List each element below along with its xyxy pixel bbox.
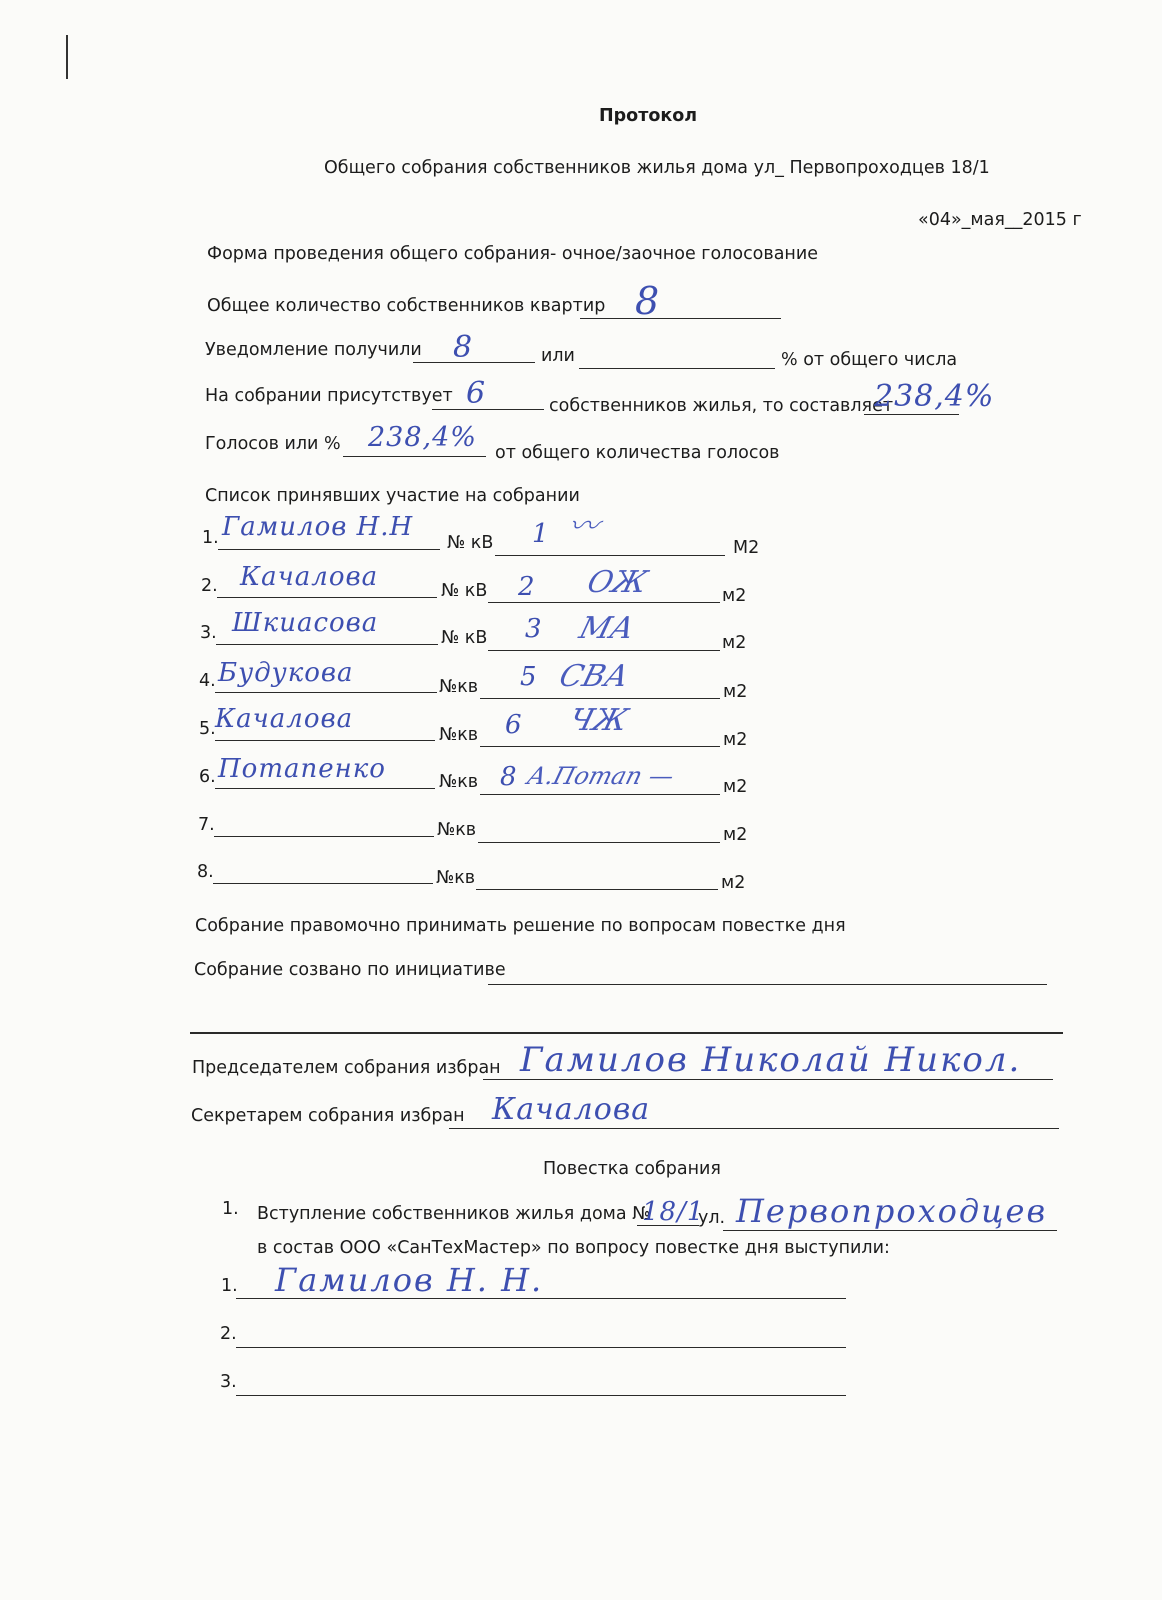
- notified-pct-label: % от общего числа: [781, 350, 958, 370]
- quorum-statement: Собрание правомочно принимать решение по вопросам повестке дня: [195, 916, 846, 936]
- meeting-form: Форма проведения общего собрания- очное/заочное голосование: [207, 244, 819, 264]
- participant-apt-line: [480, 698, 720, 699]
- participant-unit: м2: [723, 777, 748, 797]
- owners-total-value: 8: [635, 279, 661, 323]
- participant-unit: М2: [733, 538, 760, 558]
- agenda-item-text-2: в состав ООО «СанТехМастер» по вопросу повестке дня выступили:: [257, 1238, 890, 1258]
- votes-label: Голосов или %: [205, 434, 341, 454]
- participant-signature: СВА: [555, 659, 633, 694]
- participant-apt: 1: [532, 519, 550, 549]
- participant-unit: м2: [723, 825, 748, 845]
- participant-num: 7.: [198, 815, 215, 835]
- initiative-line: [488, 984, 1047, 985]
- house-number: 18/1: [642, 1197, 705, 1227]
- present-pct: 238,4%: [874, 379, 995, 414]
- present-line: [432, 409, 544, 410]
- participant-num: 6.: [199, 767, 216, 787]
- participant-apt-line: [480, 746, 720, 747]
- initiative-label: Собрание созвано по инициативе: [194, 960, 506, 980]
- agenda-item-text: Вступление собственников жилья дома №: [257, 1204, 651, 1224]
- participant-apt-label: №кв: [439, 725, 479, 745]
- chairman-value: Гамилов Николай Никол.: [520, 1040, 1022, 1080]
- participant-apt-label: №кв: [439, 677, 479, 697]
- participant-name-line: [217, 597, 437, 598]
- participant-signature: МА: [575, 611, 639, 646]
- notified-value: 8: [453, 330, 474, 365]
- speaker-num: 1.: [221, 1276, 238, 1296]
- participant-apt-line: [476, 889, 718, 890]
- participant-apt: 8: [500, 762, 518, 792]
- participant-name: Потапенко: [218, 754, 386, 784]
- participant-name: Качалова: [215, 704, 354, 734]
- participant-apt: 2: [518, 572, 536, 602]
- participant-num: 2.: [201, 576, 218, 596]
- street-name: Первопроходцев: [736, 1192, 1048, 1230]
- participant-name: Шкиасова: [232, 608, 379, 638]
- secretary-value: Качалова: [492, 1092, 651, 1127]
- present-label: На собрании присутствует: [205, 386, 453, 406]
- notified-or: или: [541, 346, 575, 366]
- participant-unit: м2: [722, 586, 747, 606]
- participant-signature: А.Потап —: [524, 762, 678, 790]
- scan-edge-mark: [66, 35, 68, 79]
- participant-apt-label: №кв: [436, 868, 476, 888]
- votes-suffix: от общего количества голосов: [495, 443, 780, 463]
- votes-value: 238,4%: [368, 422, 477, 453]
- participants-heading: Список принявших участие на собрании: [205, 486, 580, 506]
- participant-num: 4.: [199, 671, 216, 691]
- speaker-line: [236, 1395, 846, 1396]
- participant-apt-line: [488, 602, 720, 603]
- notified-line: [413, 362, 535, 363]
- participant-apt: 6: [505, 710, 523, 740]
- participant-name-line: [215, 740, 435, 741]
- participant-num: 1.: [202, 528, 219, 548]
- participant-apt-label: № кВ: [441, 581, 488, 601]
- participant-apt-label: №кв: [439, 772, 479, 792]
- participant-num: 3.: [200, 623, 217, 643]
- participant-signature: 〰: [563, 509, 603, 544]
- participant-name-line: [216, 644, 438, 645]
- participant-apt-line: [495, 555, 725, 556]
- agenda-item-number: 1.: [222, 1199, 239, 1219]
- owners-total-line: [580, 318, 781, 319]
- participant-apt-line: [478, 842, 720, 843]
- secretary-label: Секретарем собрания избран: [191, 1106, 465, 1126]
- present-pct-line: [864, 414, 959, 415]
- participant-apt-label: № кВ: [447, 533, 494, 553]
- participant-apt-line: [480, 794, 720, 795]
- participant-unit: м2: [723, 682, 748, 702]
- participant-name: Будукова: [218, 658, 354, 688]
- participant-unit: м2: [721, 873, 746, 893]
- participant-apt: 3: [525, 614, 543, 644]
- speaker-num: 3.: [220, 1372, 237, 1392]
- participant-apt: 5: [520, 662, 538, 692]
- participant-name-line: [215, 788, 435, 789]
- participant-signature: ЧЖ: [565, 703, 632, 738]
- participant-name-line: [218, 549, 440, 550]
- chairman-label: Председателем собрания избран: [192, 1058, 501, 1078]
- participant-signature: ОЖ: [583, 565, 652, 600]
- notified-label: Уведомление получили: [205, 340, 422, 360]
- initiative-extra-line: [190, 1032, 1063, 1034]
- speaker-name: Гамилов Н. Н.: [275, 1261, 544, 1299]
- votes-line: [343, 456, 486, 457]
- agenda-heading: Повестка собрания: [543, 1159, 721, 1179]
- participant-unit: м2: [722, 633, 747, 653]
- speaker-line: [236, 1347, 846, 1348]
- participant-name: Качалова: [240, 562, 379, 592]
- participant-name-line: [214, 836, 434, 837]
- document-date: «04»_мая__2015 г: [918, 210, 1082, 230]
- participant-apt-line: [488, 650, 720, 651]
- participant-apt-label: №кв: [437, 820, 477, 840]
- secretary-line: [449, 1128, 1059, 1129]
- owners-total-label: Общее количество собственников квартир: [207, 296, 606, 316]
- document-title: Протокол: [599, 106, 698, 126]
- participant-unit: м2: [723, 730, 748, 750]
- notified-pct-line: [579, 368, 775, 369]
- participant-apt-label: № кВ: [441, 628, 488, 648]
- participant-name: Гамилов Н.Н: [222, 512, 414, 542]
- participant-name-line: [213, 883, 433, 884]
- participant-num: 8.: [197, 862, 214, 882]
- speaker-num: 2.: [220, 1324, 237, 1344]
- street-label: ул.: [698, 1208, 726, 1228]
- document-subtitle: Общего собрания собственников жилья дома ул_ Первопроходцев 18/1: [324, 158, 990, 178]
- participant-name-line: [215, 692, 437, 693]
- participant-num: 5.: [199, 719, 216, 739]
- street-line: [723, 1230, 1057, 1231]
- present-value: 6: [466, 376, 487, 411]
- present-middle: собственников жилья, то составляет: [549, 396, 894, 416]
